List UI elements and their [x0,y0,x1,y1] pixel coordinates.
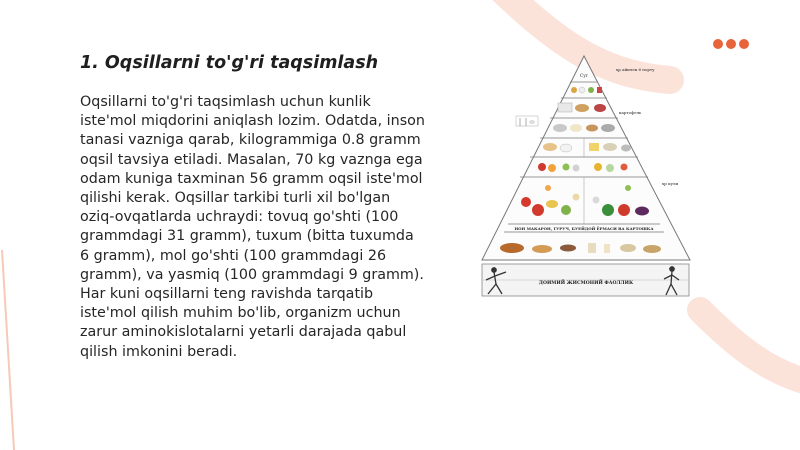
food-pyramid-image [476,52,698,300]
pyramid-top-label: Сут [580,73,588,78]
dot-icon [739,39,749,49]
three-dots-icon [713,39,749,49]
pyramid-band-label-activity: ДОИМИЙ ЖИСМОНИЙ ФАОЛЛИК [538,281,634,286]
slide-body-text: Oqsillarni to'g'ri taqsimlash uchun kunlik iste'mol miqdorini aniqlash lozim. Odatda, inson tanasi vazniga qarab, kilogrammiga 0.8 gramm oqsil tavsiya etiladi. Masalan, 70 kg vaznga ega odam kuniga taxminan 56 gramm oqsil iste'mol qilishi kerak. Oqsillar tarkibi turli xil bo'lgan oziq-ovqatlarda uchraydi: tovuq go'shti (100 grammdagi 31 gramm), tuxum (bitta tuxumda 6 gramm), mol go'shti (100 grammdagi 26 gramm), va yasmiq (100 grammdagi 9 gramm). Har kuni oqsillarni teng ravishda tarqatib iste'mol qilish muhim bo'lib, organizm uchun zarur aminokislotalarni yetarli darajada qabul qilish imkonini beradi. [80,94,425,360]
slide-title: 1. Oqsillarni to'g'ri taqsimlash [80,53,379,73]
pyramid-side-label-lower: ҳр кули [662,181,679,186]
pyramid-left-illustration [516,116,538,126]
pyramid-side-label-middle: картофель [619,110,642,115]
dot-icon [726,39,736,49]
pyramid-band-label-grains: НОН МАКАРОН, ГУРУЧ, БУЕЙДОЙ ЁРМАСИ ВА КАРТОШКА [514,226,654,231]
dot-icon [713,39,723,49]
pyramid-side-label-top: ҳр айилек 6 порту [616,67,655,72]
